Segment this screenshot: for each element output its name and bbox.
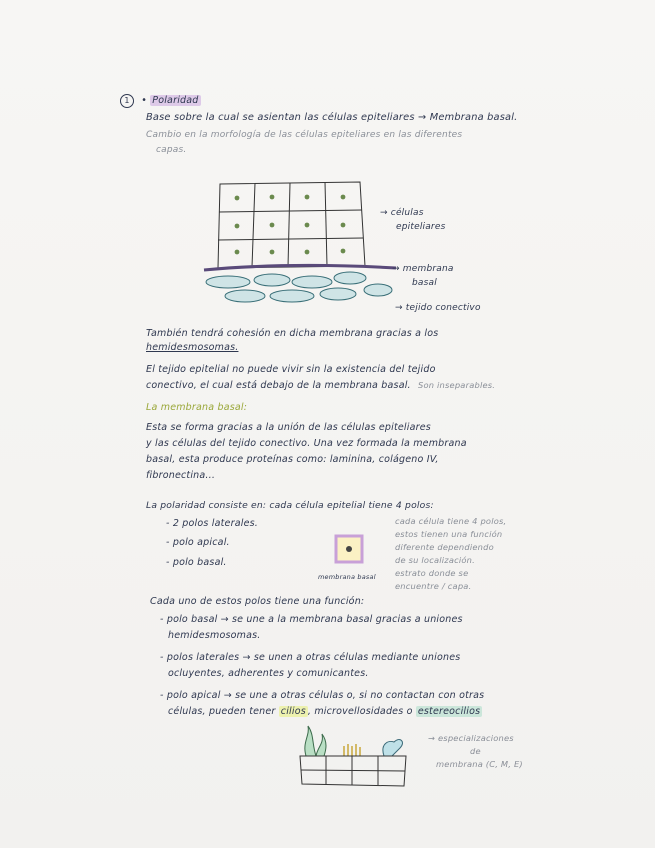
label-cells-a: → células xyxy=(380,208,424,218)
stereocilia-drawing xyxy=(383,740,403,756)
basal-membrane-line xyxy=(204,265,396,270)
side-note-4: de su localización. xyxy=(395,555,475,565)
single-cell-diagram xyxy=(330,532,374,572)
membrane-line-b: y las células del tejido conectivo. Una vez formada la membrana xyxy=(146,438,467,449)
hemidesmosomes-term: hemidesmosomas. xyxy=(146,342,239,353)
connective-tissue-cells xyxy=(206,272,392,302)
side-note-1: cada célula tiene 4 polos, xyxy=(395,516,507,526)
apical-specializations-diagram xyxy=(296,722,416,792)
term-cilios: cilios xyxy=(280,706,306,717)
apical-line-b-pre: células, pueden tener xyxy=(168,706,279,717)
epithelium-diagram xyxy=(200,178,400,313)
membrane-line-d: fibronectina... xyxy=(146,470,216,481)
apical-line-b-mid: , microvellosidades o xyxy=(307,706,416,717)
apical-line-a: - polo apical → se une a otras células o, si no contactan con otras xyxy=(160,690,485,701)
side-note-6: encuentre / capa. xyxy=(395,581,472,591)
membrane-line-c: basal, esta produce proteínas como: laminina, colágeno IV, xyxy=(146,454,439,465)
microvilli-drawing xyxy=(344,744,360,756)
lateral-line-a: - polos laterales → se unen a otras células mediante uniones xyxy=(160,652,461,663)
label-connective-tissue: → tejido conectivo xyxy=(395,303,481,313)
section-title: Polaridad xyxy=(152,95,199,106)
side-note-3: diferente dependiendo xyxy=(395,542,494,552)
basal-line-a: - polo basal → se une a la membrana basal gracias a uniones xyxy=(160,614,463,625)
fig3-label-b: de xyxy=(470,746,481,756)
polarity-item-1: - 2 polos laterales. xyxy=(166,518,258,529)
label-cells-b: epiteliares xyxy=(396,222,446,232)
label-membrane-b: basal xyxy=(412,278,437,288)
section-number-circle: 1 • Polaridad xyxy=(120,94,201,108)
hemi-line-a: También tendrá cohesión en dicha membrana gracias a los xyxy=(146,328,439,339)
membrane-line-a: Esta se forma gracias a la unión de las células epiteliares xyxy=(146,422,431,433)
fig3-label-c: membrana (C, M, E) xyxy=(436,759,523,769)
lateral-line-b: ocluyentes, adherentes y comunicantes. xyxy=(168,668,369,679)
line-membrane-base: Base sobre la cual se asientan las células epiteliares → Membrana basal. xyxy=(146,112,518,123)
functions-intro: Cada uno de estos polos tiene una función: xyxy=(150,596,365,607)
tejido-line-a: El tejido epitelial no puede vivir sin la existencia del tejido xyxy=(146,364,436,375)
hemi-line-b xyxy=(146,342,238,353)
basal-line-b: hemidesmosomas. xyxy=(168,630,261,641)
line-morphology-a: Cambio en la morfología de las células epiteliares en las diferentes xyxy=(146,130,463,140)
polarity-item-2: - polo apical. xyxy=(166,537,230,548)
side-note-2: estos tienen una función xyxy=(395,529,503,539)
cilia-drawing xyxy=(305,726,326,756)
tejido-line-b xyxy=(146,380,495,391)
side-note-5: estrato donde se xyxy=(395,568,469,578)
line-morphology-b: capas. xyxy=(156,145,187,155)
polarity-intro: La polaridad consiste en: cada célula epitelial tiene 4 polos: xyxy=(146,500,434,511)
membrane-heading: La membrana basal: xyxy=(146,402,248,413)
apical-cell-grid xyxy=(300,756,406,786)
apical-line-b xyxy=(168,706,482,717)
fig3-label-a: → especializaciones xyxy=(428,733,514,743)
tejido-line-b-text: conectivo, el cual está debajo de la membrana basal. xyxy=(146,380,411,391)
term-estereocilios: estereocilios xyxy=(417,706,481,717)
polarity-item-3: - polo basal. xyxy=(166,557,227,568)
fig2-label: membrana basal xyxy=(318,573,376,581)
section-number: 1 xyxy=(120,94,134,108)
label-membrane-a: → membrana xyxy=(392,264,454,274)
inseparables-note: Son inseparables. xyxy=(418,380,496,390)
